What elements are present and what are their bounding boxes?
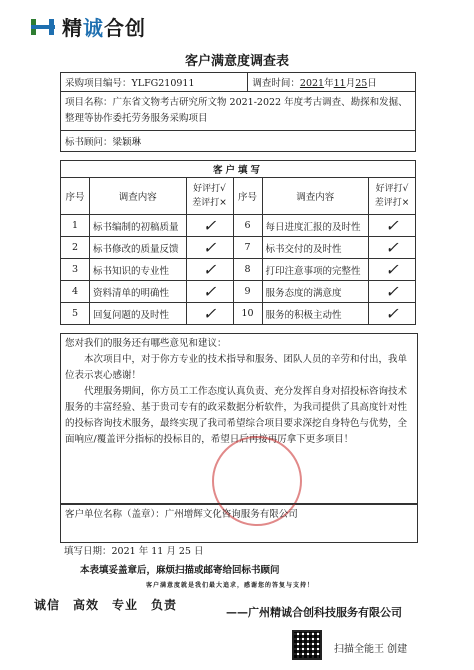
- table-row: [61, 281, 416, 303]
- survey-date-month-suffix: 月: [345, 78, 356, 89]
- project-number: 采购项目编号：YLFG210911: [61, 73, 248, 92]
- col-no-right: 序号: [233, 178, 262, 215]
- item-content: 资料清单的明确性: [90, 281, 187, 303]
- item-no: 8: [233, 259, 262, 281]
- item-content: 标书编制的初稿质量: [90, 215, 187, 237]
- item-no: 4: [61, 281, 90, 303]
- survey-date-day-suffix: 日: [367, 78, 377, 89]
- remarks-paragraph: 本次项目中，对于你方专业的技术指导和服务、团队人员的辛劳和付出，我单位表示衷心感谢！: [65, 354, 408, 381]
- company-logo: [30, 12, 146, 41]
- col-content-right: 调查内容: [262, 178, 368, 215]
- section-title: 客户填写: [61, 161, 416, 178]
- item-no: 9: [233, 281, 262, 303]
- company-signature: ——广州精诚合创科技服务有限公司: [226, 606, 402, 619]
- item-content: 每日进度汇报的及时性: [262, 215, 368, 237]
- table-row: [61, 303, 416, 325]
- survey-date-year: 2021: [299, 78, 325, 89]
- item-no: 7: [233, 237, 262, 259]
- item-no: 3: [61, 259, 90, 281]
- rating-bad-label-left: 差评打×: [192, 198, 227, 208]
- check-mark: ✓: [186, 281, 233, 303]
- table-row: [61, 237, 416, 259]
- sign-label: 客户单位名称（盖章）：: [65, 509, 165, 520]
- project-name: 项目名称：广东省文物考古研究所文物 2021-2022 年度考古调查、勘探和发掘、整理等协作委托劳务服务采购项目: [61, 92, 416, 131]
- remarks-prompt: 您对我们的服务还有哪些意见和建议：: [65, 338, 227, 349]
- footer-note: 客户满意度就是我们最大追求，感谢您的答复与支持！: [146, 582, 315, 589]
- check-mark: ✓: [369, 237, 416, 259]
- logo-part1: 精: [62, 16, 83, 40]
- project-info-table: [60, 72, 416, 152]
- rating-bad-label-right: 差评打×: [374, 198, 410, 208]
- document-title: 客户满意度调查表: [184, 54, 289, 69]
- item-content: 服务态度的满意度: [262, 281, 368, 303]
- bid-consultant: 标书顾问：梁颖琳: [61, 131, 416, 152]
- item-content: 标书交付的及时性: [262, 237, 368, 259]
- check-mark: ✓: [369, 215, 416, 237]
- check-mark: ✓: [186, 237, 233, 259]
- col-rating-left: [186, 178, 233, 215]
- table-row: [61, 259, 416, 281]
- item-content: 服务的积极主动性: [262, 303, 368, 325]
- col-rating-right: [369, 178, 416, 215]
- logo-mark-icon: [30, 16, 56, 38]
- survey-date-month: 11: [333, 78, 346, 89]
- rating-good-label-right: 好评打√: [375, 184, 409, 194]
- item-content: 标书修改的质量反馈: [90, 237, 187, 259]
- qr-code-icon: [292, 630, 322, 660]
- check-mark: ✓: [369, 259, 416, 281]
- item-no: 1: [61, 215, 90, 237]
- check-mark: ✓: [186, 303, 233, 325]
- customer-sign-box: [60, 503, 418, 543]
- item-no: 6: [233, 215, 262, 237]
- logo-text: [62, 12, 146, 41]
- logo-part3: 合创: [104, 16, 146, 40]
- company-slogan: 诚信 高效 专业 负责: [34, 598, 178, 612]
- col-no-left: 序号: [61, 178, 90, 215]
- table-row: [61, 215, 416, 237]
- fill-date: 填写日期：2021 年 11 月 25 日: [64, 546, 204, 557]
- remarks-paragraph: 代理服务期间，你方员工工作态度认真负责、充分发挥自身对招投标咨询技术服务的丰富经验、基于贵司专有的政采数据分析软件，为我司提供了具高度针对性的投标咨询技术服务，最终实现了我司希望综合项目要求深挖自身特色与优势，全面响应/覆盖评分指标的投标目的，希望日后再接再厉拿下更多项目！: [65, 386, 408, 445]
- rating-good-label-left: 好评打√: [193, 184, 226, 194]
- check-mark: ✓: [186, 215, 233, 237]
- scan-watermark: 扫描全能王 创建: [334, 644, 408, 655]
- check-mark: ✓: [186, 259, 233, 281]
- item-no: 10: [233, 303, 262, 325]
- item-content: 打印注意事项的完整性: [262, 259, 368, 281]
- customer-company: 广州增辉文化咨询服务有限公司: [164, 509, 298, 520]
- survey-date-year-suffix: 年: [324, 78, 334, 89]
- survey-date-label: 调查时间：: [252, 78, 300, 89]
- item-no: 2: [61, 237, 90, 259]
- logo-part2: 诚: [83, 16, 104, 40]
- survey-date: [248, 73, 416, 92]
- item-content: 回复问题的及时性: [90, 303, 187, 325]
- check-mark: ✓: [369, 303, 416, 325]
- survey-date-day: 25: [355, 78, 368, 89]
- item-no: 5: [61, 303, 90, 325]
- instruction-note: 本表填妥盖章后，麻烦扫描或邮寄给回标书顾问: [80, 565, 280, 576]
- item-content: 标书知识的专业性: [90, 259, 187, 281]
- check-mark: ✓: [369, 281, 416, 303]
- col-content-left: 调查内容: [90, 178, 187, 215]
- survey-table: [60, 160, 416, 325]
